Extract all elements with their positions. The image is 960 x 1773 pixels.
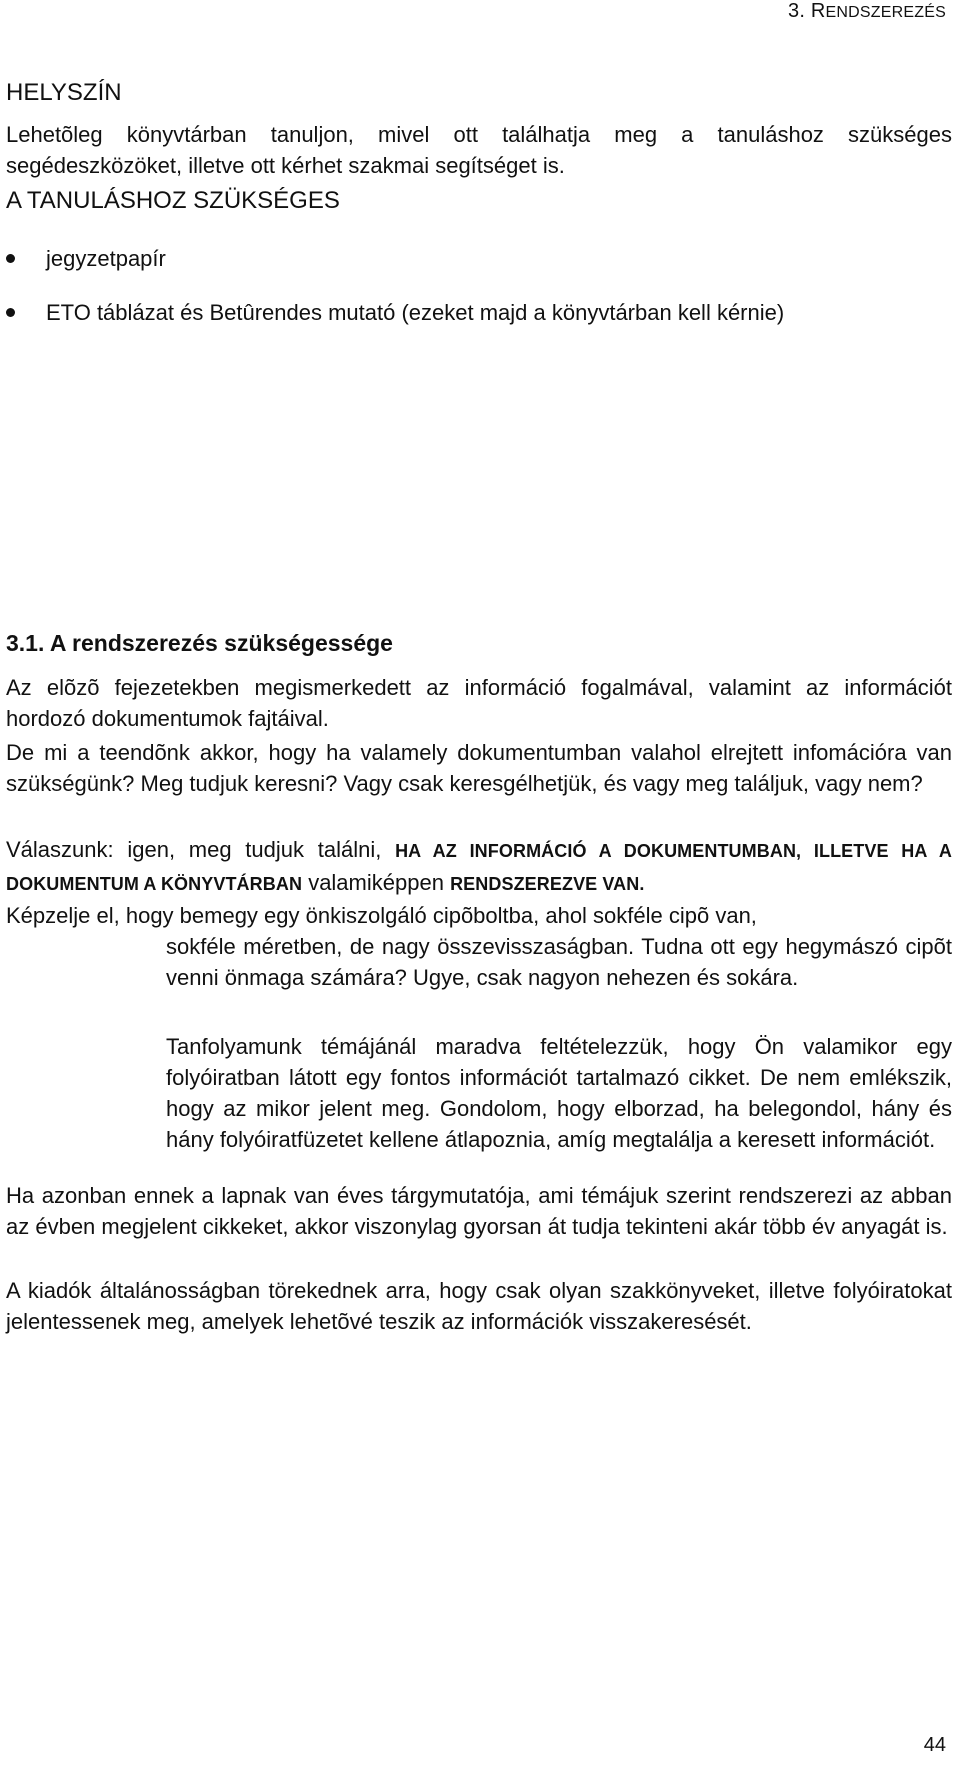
page-number: 44 xyxy=(923,1734,946,1756)
section-paragraph-2: De mi a teendõnk akkor, hogy ha valamely dokumentumban valahol elrejtett infomációra van szükségünk? Meg tudjuk keresni? Vagy csak keresgélhetjük, és vagy meg találjuk, vagy nem? xyxy=(6,740,952,796)
chapter-title-rest: ENDSZEREZÉS xyxy=(825,4,946,21)
helyszin-heading: HELYSZÍN xyxy=(6,79,122,106)
chapter-title-initial: R xyxy=(810,0,826,22)
helyszin-paragraph: Lehetõleg könyvtárban tanuljon, mivel ott találhatja meg a tanuláshoz szükséges segédeszközöket, illetve ott kérhet szakmai segítséget is. xyxy=(6,122,952,178)
list-item-text: jegyzetpapír xyxy=(46,246,166,271)
section-paragraph-4-rest: sokféle méretben, de nagy összevisszaságban. Tudna ott egy hegymászó cipõt venni önmaga számára? Ugye, csak nagyon nehezen és sokára. xyxy=(166,934,952,990)
chapter-number: 3. xyxy=(788,0,806,22)
section-paragraph-5: Tanfolyamunk témájánál maradva feltételezzük, hogy Ön valamikor egy folyóiratban látott egy fontos információt tartalmazó cikket. De nem emlékszik, hogy az mikor jelent meg. Gondolom, hogy elborzad, ha belegondol, hány és hány folyóiratfüzetet kellene átlapoznia, amíg megtalálja a keresett információt. xyxy=(166,1034,952,1152)
list-item xyxy=(6,243,952,274)
section-paragraph-7: A kiadók általánosságban törekednek arra, hogy csak olyan szakkönyveket, illetve folyóiratokat jelentessenek meg, amelyek lehetõvé teszik az információk visszakeresését. xyxy=(6,1278,952,1334)
answer-text: Válaszunk: igen, meg tudjuk találni, xyxy=(6,837,382,862)
section-paragraph-6: Ha azonban ennek a lapnak van éves tárgymutatója, ami témájuk szerint rendszerezi az abban az évben megjelent cikkeket, akkor viszonylag gyorsan át tudja tekinteni akár több év anyagát is. xyxy=(6,1183,952,1239)
section-paragraph-4-first-line: Képzelje el, hogy bemegy egy önkiszolgáló cipõboltba, ahol sokféle cipõ van, xyxy=(6,903,757,928)
list-item-label: ETO táblázat és Betûrendes mutató (ezeket majd a könyvtárban kell kérnie) xyxy=(46,300,785,325)
bullet-icon xyxy=(6,254,15,263)
answer-emphasis: HA AZ INFORMÁCIÓ A DOKUMENTUMBAN, ILLETVE HA A DOKUMENTUM A KÖNYVTÁRBAN xyxy=(6,841,952,894)
bullet-icon xyxy=(6,308,15,317)
section-title: 3.1. A rendszerezés szükségessége xyxy=(6,630,393,656)
running-header xyxy=(788,0,946,23)
list-item xyxy=(6,297,952,328)
szukseges-heading: A TANULÁSHOZ SZÜKSÉGES xyxy=(6,187,340,214)
answer-emphasis-2: RENDSZEREZVE VAN. xyxy=(450,874,645,894)
section-paragraph-3 xyxy=(6,834,952,900)
list-item-text xyxy=(6,297,952,328)
section-paragraph-1: Az elõzõ fejezetekben megismerkedett az információ fogalmával, valamint az információt hordozó dokumentumok fajtáival. xyxy=(6,675,952,731)
answer-text-2: valamiképpen xyxy=(308,870,444,895)
